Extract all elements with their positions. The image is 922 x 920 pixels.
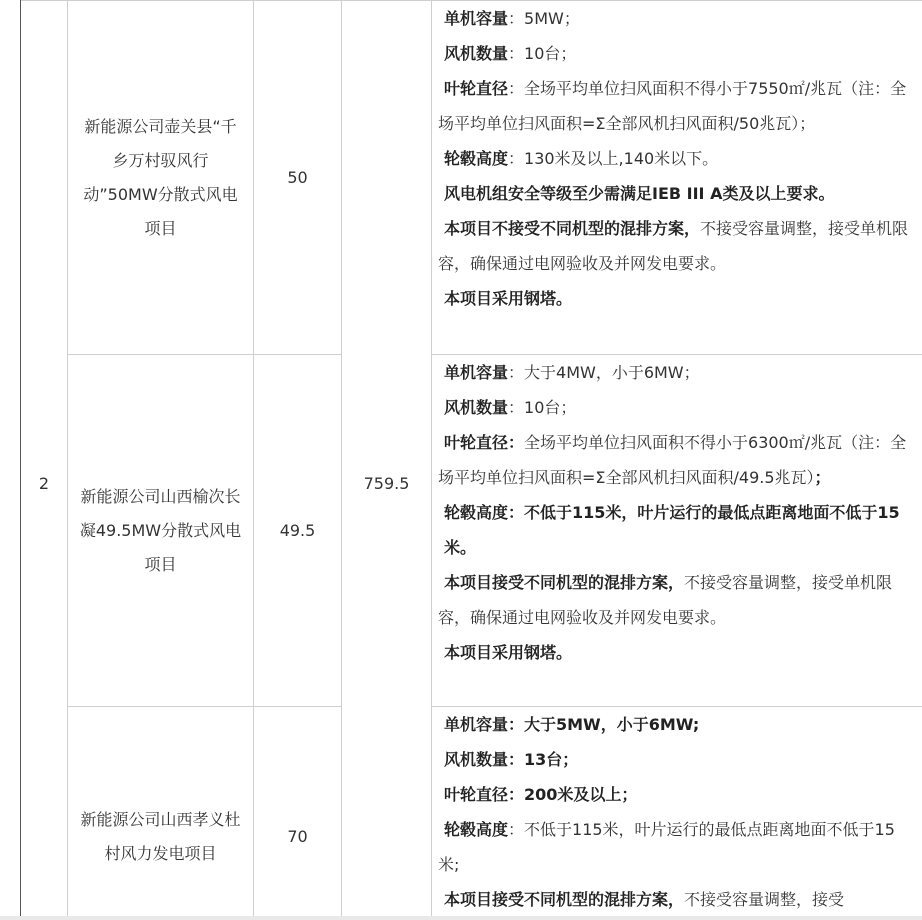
page-bottom-edge (0, 916, 922, 920)
spec-turbine-count: 风机数量：10台； (444, 44, 577, 63)
spec-safety: 风电机组安全等级至少需满足IEB III A类及以上要求。 (444, 184, 835, 203)
spec-hub-height: 轮毂高度：130米及以上,140米以下。 (444, 149, 719, 168)
spec-unit-capacity: 单机容量：大于5MW，小于6MW; (444, 715, 700, 734)
spec-tower: 本项目采用钢塔。 (444, 289, 573, 308)
spec-cell (432, 707, 922, 920)
table-left-rule (20, 0, 21, 920)
project-name-cell (68, 1, 254, 355)
project-spec-table (20, 0, 922, 920)
spec-unit-capacity: 单机容量：5MW； (444, 9, 580, 28)
spec-unit-capacity: 单机容量：大于4MW，小于6MW； (444, 363, 700, 382)
total-capacity: 759.5 (363, 474, 410, 493)
project-capacity: 49.5 (279, 521, 316, 540)
spec-mix: 本项目不接受不同机型的混排方案，不接受容量调整，接受单机限容，确保通过电网验收及并网发电要求。 (438, 219, 909, 273)
spec-hub-height: 轮毂高度：不低于115米，叶片运行的最低点距离地面不低于15米; (438, 820, 895, 874)
row-index-cell (21, 1, 68, 920)
spec-mix: 本项目接受不同机型的混排方案，不接受容量调整，接受单机限容，确保通过电网验收及并网发电要求。 (438, 573, 893, 627)
project-capacity-cell (254, 707, 342, 920)
spec-hub-height: 轮毂高度：不低于115米，叶片运行的最低点距离地面不低于15米。 (444, 503, 900, 557)
table-row (21, 355, 922, 707)
project-name: 新能源公司山西榆次长凝49.5MW分散式风电项目 (79, 486, 242, 574)
spec-rotor: 叶轮直径：200米及以上； (444, 785, 638, 804)
project-capacity: 50 (287, 168, 308, 187)
spec-rotor: 叶轮直径：全场平均单位扫风面积不得小于6300㎡/兆瓦（注：全场平均单位扫风面积=Σ全部风机扫风面积/49.5兆瓦）； (438, 433, 907, 487)
row-index: 2 (38, 474, 50, 493)
spec-mix: 本项目接受不同机型的混排方案，不接受容量调整，接受 (444, 890, 845, 909)
spec-cell (432, 1, 922, 355)
project-name-cell (68, 355, 254, 707)
spec-turbine-count: 风机数量：13台； (444, 750, 579, 769)
spec-rotor: 叶轮直径：全场平均单位扫风面积不得小于7550㎡/兆瓦（注：全场平均单位扫风面积=Σ全部风机扫风面积/50兆瓦）； (438, 79, 907, 133)
project-name: 新能源公司山西孝义杜村风力发电项目 (80, 809, 241, 863)
spec-tower: 本项目采用钢塔。 (444, 643, 573, 662)
project-capacity-cell (254, 1, 342, 355)
project-capacity-cell (254, 355, 342, 707)
project-name-cell (68, 707, 254, 920)
project-name: 新能源公司壶关县“千乡万村驭风行动”50MW分散式风电项目 (83, 116, 238, 238)
project-capacity: 70 (287, 827, 308, 846)
table-row (21, 707, 922, 920)
spec-cell (432, 355, 922, 707)
table-row (21, 1, 922, 355)
spec-turbine-count: 风机数量：10台； (444, 398, 577, 417)
total-capacity-cell (342, 1, 432, 920)
